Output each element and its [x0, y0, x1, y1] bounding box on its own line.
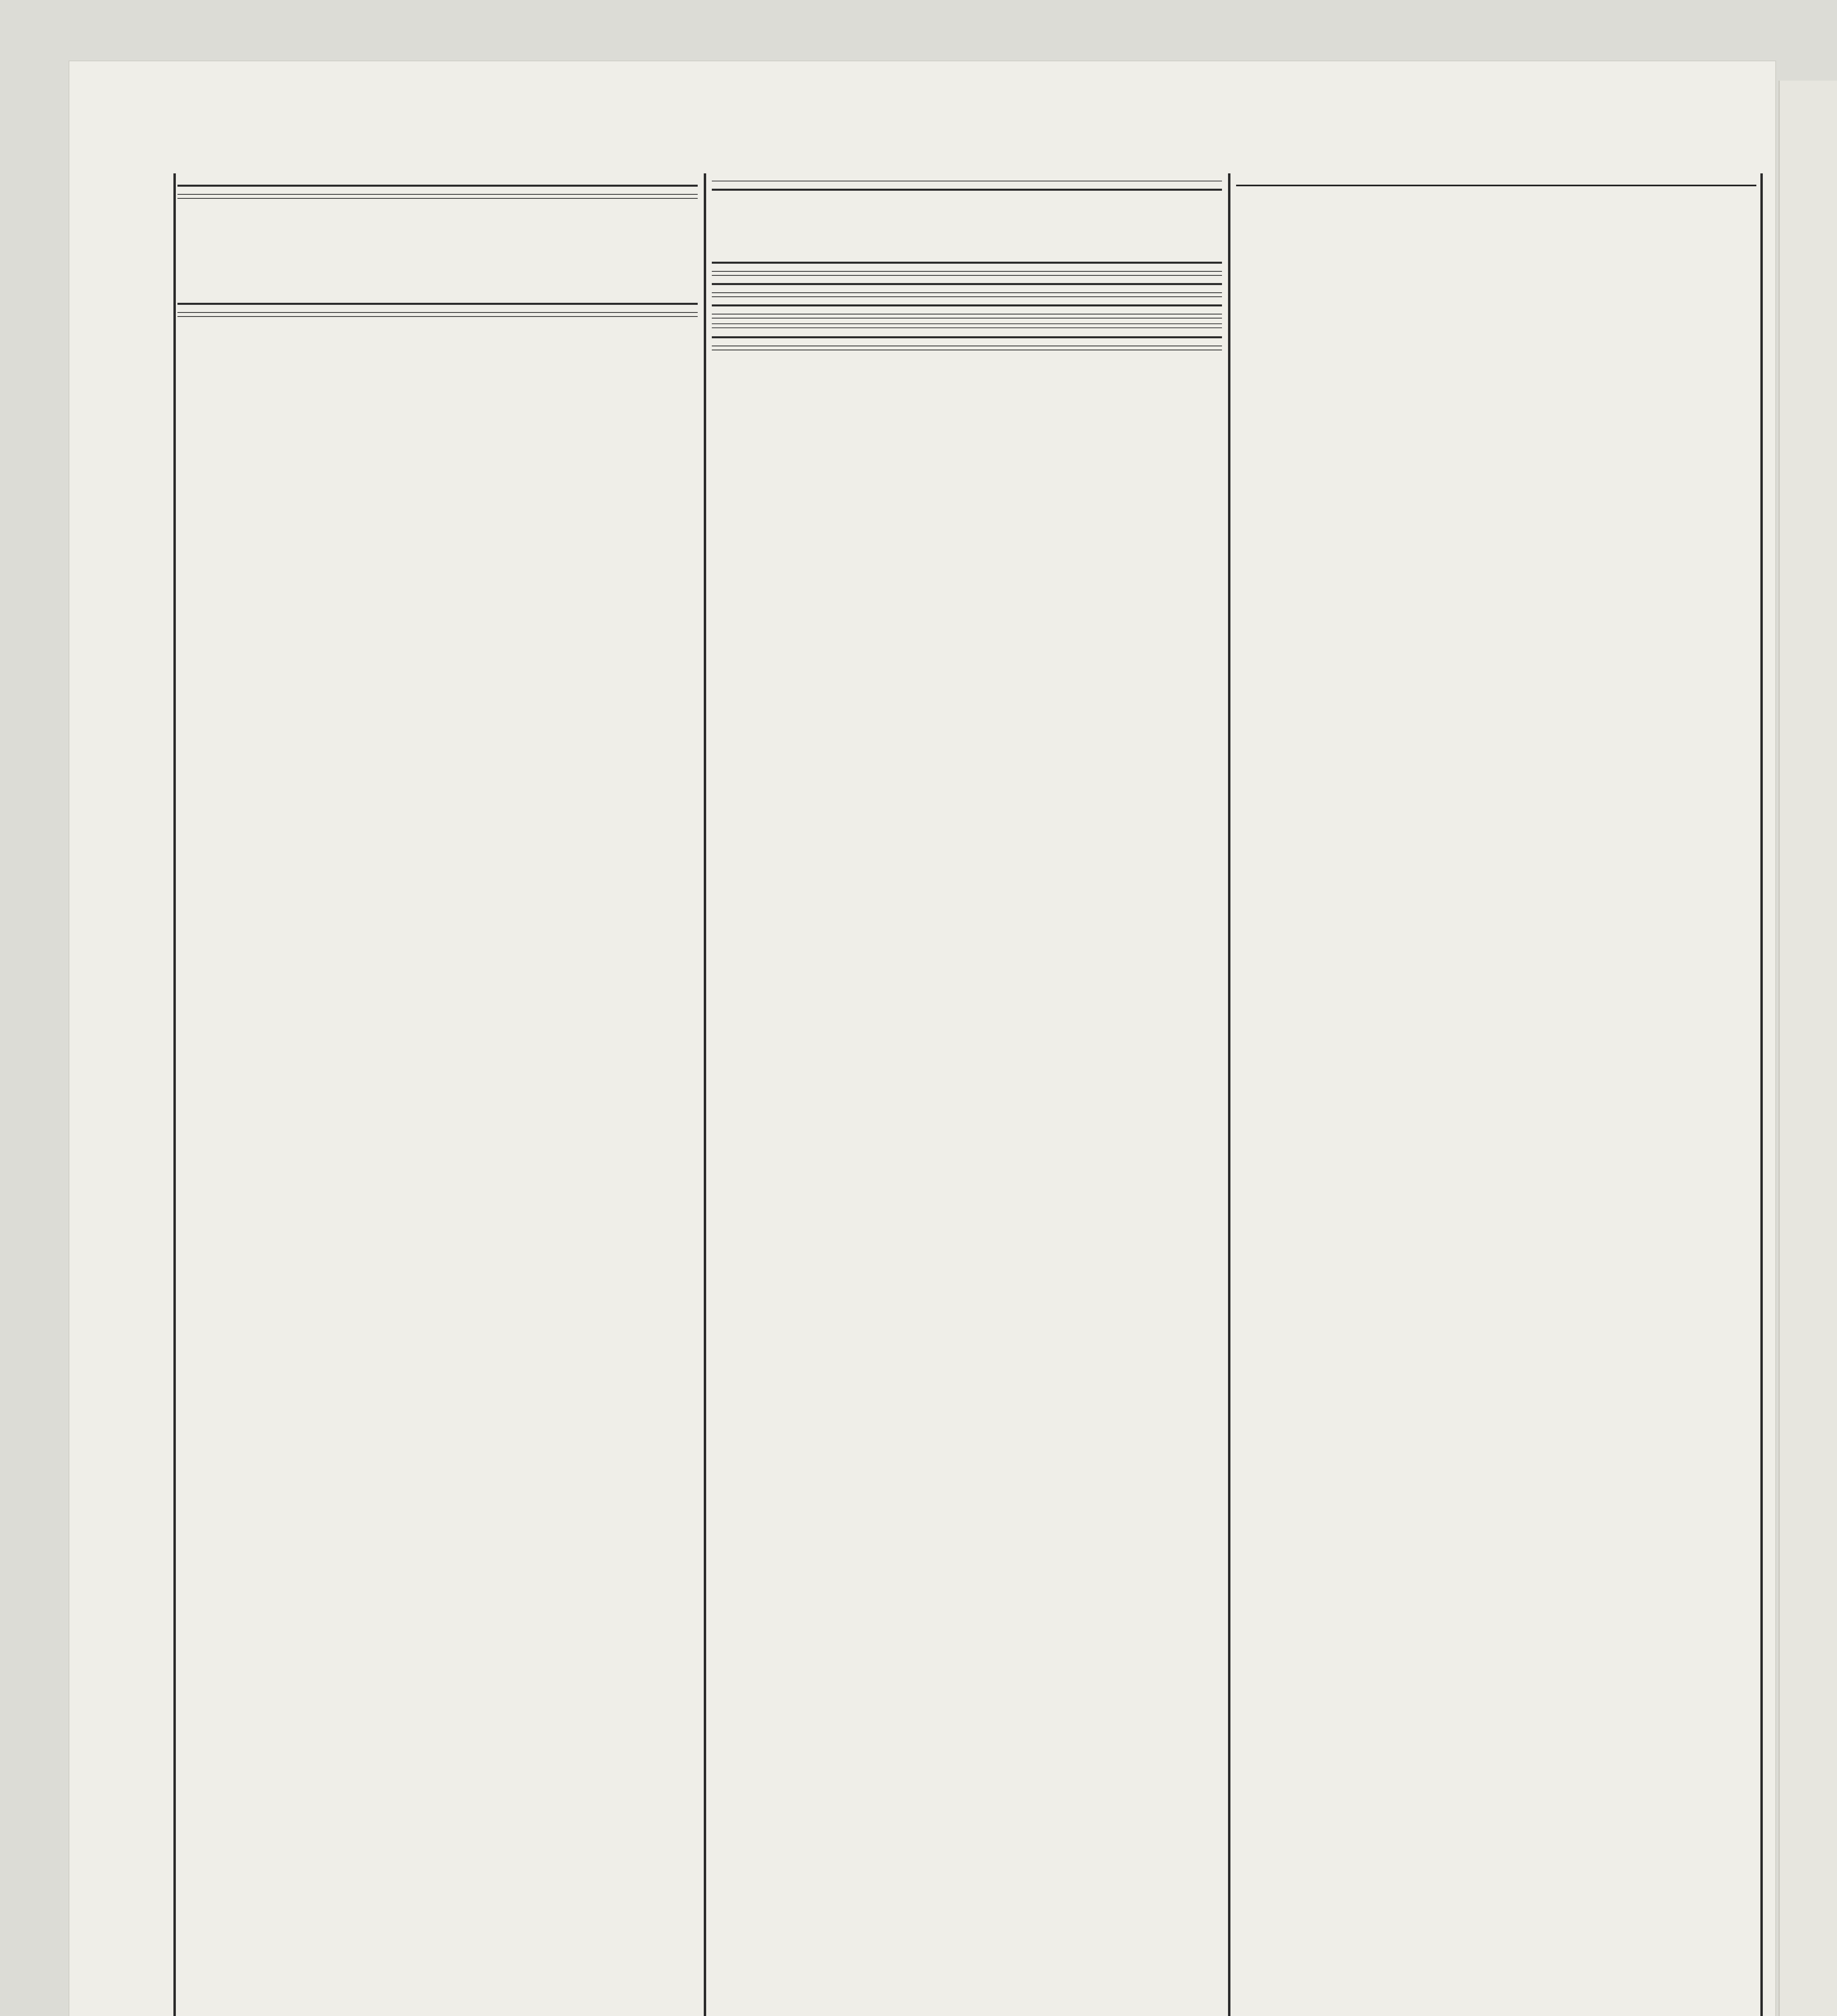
page-header	[109, 143, 1706, 167]
table-header	[712, 314, 1222, 319]
table-header	[177, 194, 698, 199]
chambre-title	[1236, 181, 1756, 186]
column-middle	[712, 177, 1222, 2016]
table-header	[712, 271, 1222, 276]
column-left	[177, 177, 698, 2016]
column-rule	[173, 173, 176, 2016]
column-rule	[1228, 173, 1230, 2016]
table-header	[712, 346, 1222, 350]
table-header	[177, 312, 698, 317]
next-page-edge	[1779, 81, 1837, 2016]
column-rule	[704, 173, 706, 2016]
table-header	[712, 292, 1222, 297]
divider	[177, 303, 698, 305]
column-rule	[1760, 173, 1763, 2016]
divider	[177, 185, 698, 187]
column-right	[1236, 177, 1756, 2016]
